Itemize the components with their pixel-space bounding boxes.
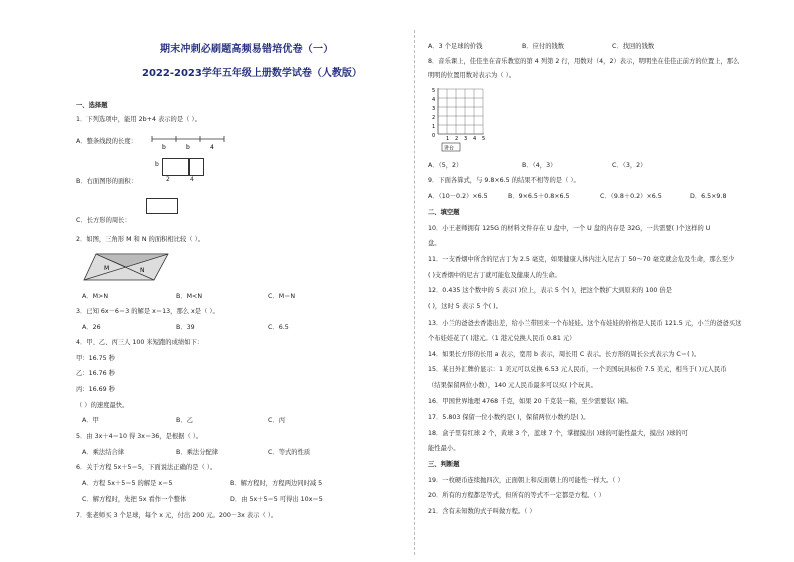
question-16: 16．甲国世界地理 4768 千克，如果 20 千克装一箱，至少需要装( )箱。 [428, 398, 633, 405]
section-choice-heading: 一、选择题 [76, 102, 108, 109]
parallelogram-figure [82, 250, 172, 284]
x-tick: 4 [473, 136, 477, 142]
question-3-option-c: C．6.5 [268, 324, 289, 331]
question-18: 18．盒子里有红球 2 个，黄球 3 个，蓝球 7 个，掌握摸出( )球的可能性最大，摸出( )球的可 [428, 430, 688, 437]
question-20: 20．所有的方程都是等式，但所有的等式不一定都是方程。（ ） [428, 492, 605, 499]
question-15: 15．某日外汇牌价显示：1 美元可以兑换 6.53 元人民币，一个美国玩具标价 7.5 美元，相当于( )元人民币 [428, 366, 727, 373]
question-9-option-b: B．9×6.5＋0.8×6.5 [508, 193, 570, 200]
question-5-option-c: C．等式的性质 [268, 449, 311, 456]
x-tick: 3 [464, 136, 468, 142]
question-4-option-b: B．乙 [176, 417, 193, 424]
small-rectangle [146, 198, 178, 214]
question-9-option-d: D．6.5×9.8 [690, 193, 727, 200]
question-5: 5．由 3x＋4＝10 得 3x＝36，是根据（ ）。 [76, 433, 203, 440]
question-3: 3．已知 6x－6＝3 的解是 x＝13，那么 x是（ ）。 [76, 308, 219, 315]
question-8-option-b: B．（4，3） [522, 162, 557, 169]
question-19: 19．一枚硬币连续抛四次，正面朝上和反面朝上的可能性一样大。（ ） [428, 477, 624, 484]
question-1-option-a: A．整条线段的长度： [76, 138, 137, 145]
segment-label-b1: b [162, 144, 166, 150]
question-4-prompt: （ ）的速度最快。 [76, 402, 129, 409]
question-1-option-b: B．右面图形的面积： [76, 178, 137, 185]
x-tick: 2 [455, 136, 459, 142]
segment-figure [148, 128, 228, 150]
segment-label-4: 4 [210, 144, 214, 150]
question-2: 2．如图，三角形 M 和 N 的面积相比较（ ）。 [76, 236, 205, 243]
question-6: 6．关于方程 5x＋5＝5，下面说法正确的是（ ）。 [76, 464, 217, 471]
question-7-option-b: B．应付的钱数 [522, 43, 565, 50]
question-7: 7．张老师买 3 个足球，每个 x 元，付出 200 元。200－3x 表示（ ）。 [76, 512, 278, 519]
rect-label-2: 2 [166, 176, 170, 183]
page-title: 期末冲刺必刷题高频易错培优卷（一） [160, 44, 334, 55]
seat-grid-x-labels [446, 136, 485, 142]
section-fill-heading: 二、填空题 [428, 209, 460, 216]
question-4-option-a: A．甲 [82, 417, 99, 424]
rect-part-2 [188, 158, 204, 176]
triangle-n-label: N [140, 267, 145, 274]
question-9-option-a: A．（10－0.2）×6.5 [428, 193, 488, 200]
question-15-line-2: （结果保留两位小数），140 元人民币最多可以买( )个玩具。 [428, 382, 597, 389]
question-21: 21．含有未知数的式子叫做方程。（ ） [428, 508, 536, 515]
question-6-option-d: D．由 5x＋5＝5 可得出 10x＝5 [230, 496, 323, 503]
question-8-line-2: 明明的位置用数对表示为（ ）。 [428, 72, 516, 79]
question-4-bing: 丙：16.69 秒 [76, 386, 115, 393]
question-8-option-c: C．（3，2） [612, 162, 647, 169]
question-4-option-c: C．丙 [268, 417, 285, 424]
question-6-option-a: A．方程 5x＋5＝5 的解是 x＝5 [82, 480, 173, 487]
y-tick: 2 [432, 115, 436, 121]
rect-label-b: b [155, 161, 159, 168]
y-tick: 1 [432, 124, 436, 130]
question-8: 8．音乐课上，佳佳坐在音乐教室的第 4 列第 2 行，用数对（4，2）表示，明明坐在佳佳正前方的位置上，那么 [428, 58, 740, 65]
seat-grid-y-labels [432, 88, 435, 139]
question-18-line-2: 能性最小。 [428, 445, 460, 452]
question-9-option-c: C．（9.8＋0.2）×6.5 [600, 193, 662, 200]
triangle-m-label: M [104, 265, 110, 272]
question-14: 14．如果长方形的长用 a 表示，宽用 b 表示，周长用 C 表示。长方形的周长公式表示为 C＝( )。 [428, 351, 701, 358]
column-divider [414, 30, 415, 555]
question-11: 11．一支香烟中所含的尼古丁为 2.5 毫克，如果健康人体内注入尼古丁 50～70 毫克就会危及生命，那么至少 [428, 256, 735, 263]
question-7-option-c: C．找回的钱数 [612, 43, 655, 50]
question-11-line-2: ( )支香烟中的尼古丁就可能危及健康人的生命。 [428, 272, 561, 279]
question-8-option-a: A．（5，2） [428, 162, 463, 169]
segment-label-b2: b [186, 144, 190, 150]
question-10-line-2: 盘。 [428, 240, 441, 247]
question-1-option-c: C．长方形的周长： [76, 217, 131, 224]
question-13: 13．小兰的爸爸去香港出差，给小兰带回来一个布娃娃。这个布娃娃的价格是人民币 121.5 元，小兰的爸爸买这 [428, 320, 742, 327]
x-tick: 5 [482, 136, 486, 142]
question-2-option-b: B．M<N [176, 293, 203, 300]
question-6-option-b: B．解方程时，方程两边同时减 5 [230, 480, 323, 487]
section-judge-heading: 三、判断题 [428, 461, 460, 468]
question-9: 9．下面各算式，与 9.8×6.5 的结果不相等的是（ ）。 [428, 177, 580, 184]
question-1: 1．下列选项中，能用 2b+4 表示的是（ ）。 [76, 116, 201, 123]
question-3-option-b: B．39 [176, 324, 195, 331]
question-17: 17．5.803 保留一位小数约是( )，保留两位小数约是( )。 [428, 414, 590, 421]
question-4-jia: 甲：16.75 秒 [76, 355, 115, 362]
rect-label-4: 4 [190, 176, 194, 183]
question-4-yi: 乙：16.76 秒 [76, 370, 115, 377]
y-tick: 5 [432, 88, 436, 94]
question-2-option-a: A．M>N [82, 293, 109, 300]
question-7-option-a: A．3 个足球的价钱 [428, 43, 483, 50]
question-3-option-a: A．26 [82, 324, 101, 331]
y-tick: 3 [432, 106, 436, 112]
question-5-option-a: A．乘法结合律 [82, 449, 125, 456]
question-10: 10．小王老师拥有 125G 的材料文件存在 U 盘中，一个 U 盘的内存是 32G，一共需要( )个这样的 U [428, 225, 711, 232]
y-tick: 4 [432, 97, 436, 103]
question-13-line-2: 个布娃娃花了( )港元。（1 港元兑换人民币 0.81 元） [428, 335, 576, 342]
x-tick: 1 [446, 136, 450, 142]
y-tick: 0 [432, 133, 436, 139]
question-12-line-2: ( )，这时 5 表示 5 个( )。 [428, 303, 502, 310]
question-4: 4．甲、乙、丙三人 100 米短跑的成绩如下： [76, 339, 204, 346]
question-5-option-b: B．乘法分配律 [176, 449, 219, 456]
seat-grid-figure [428, 84, 498, 154]
question-6-option-c: C．解方程时，先把 5x 看作一个整体 [82, 496, 187, 503]
rect-part-1 [162, 158, 190, 176]
stage-label: 讲台 [444, 145, 455, 152]
page-subtitle: 2022-2023学年五年级上册数学试卷（人教版） [142, 68, 362, 79]
question-2-option-c: C．M＝N [268, 293, 296, 300]
question-12: 12．0.435 这个数中的 5 表示( )位上，表示 5 个( )，把这个数扩大到原来的 100 倍是 [428, 287, 672, 294]
